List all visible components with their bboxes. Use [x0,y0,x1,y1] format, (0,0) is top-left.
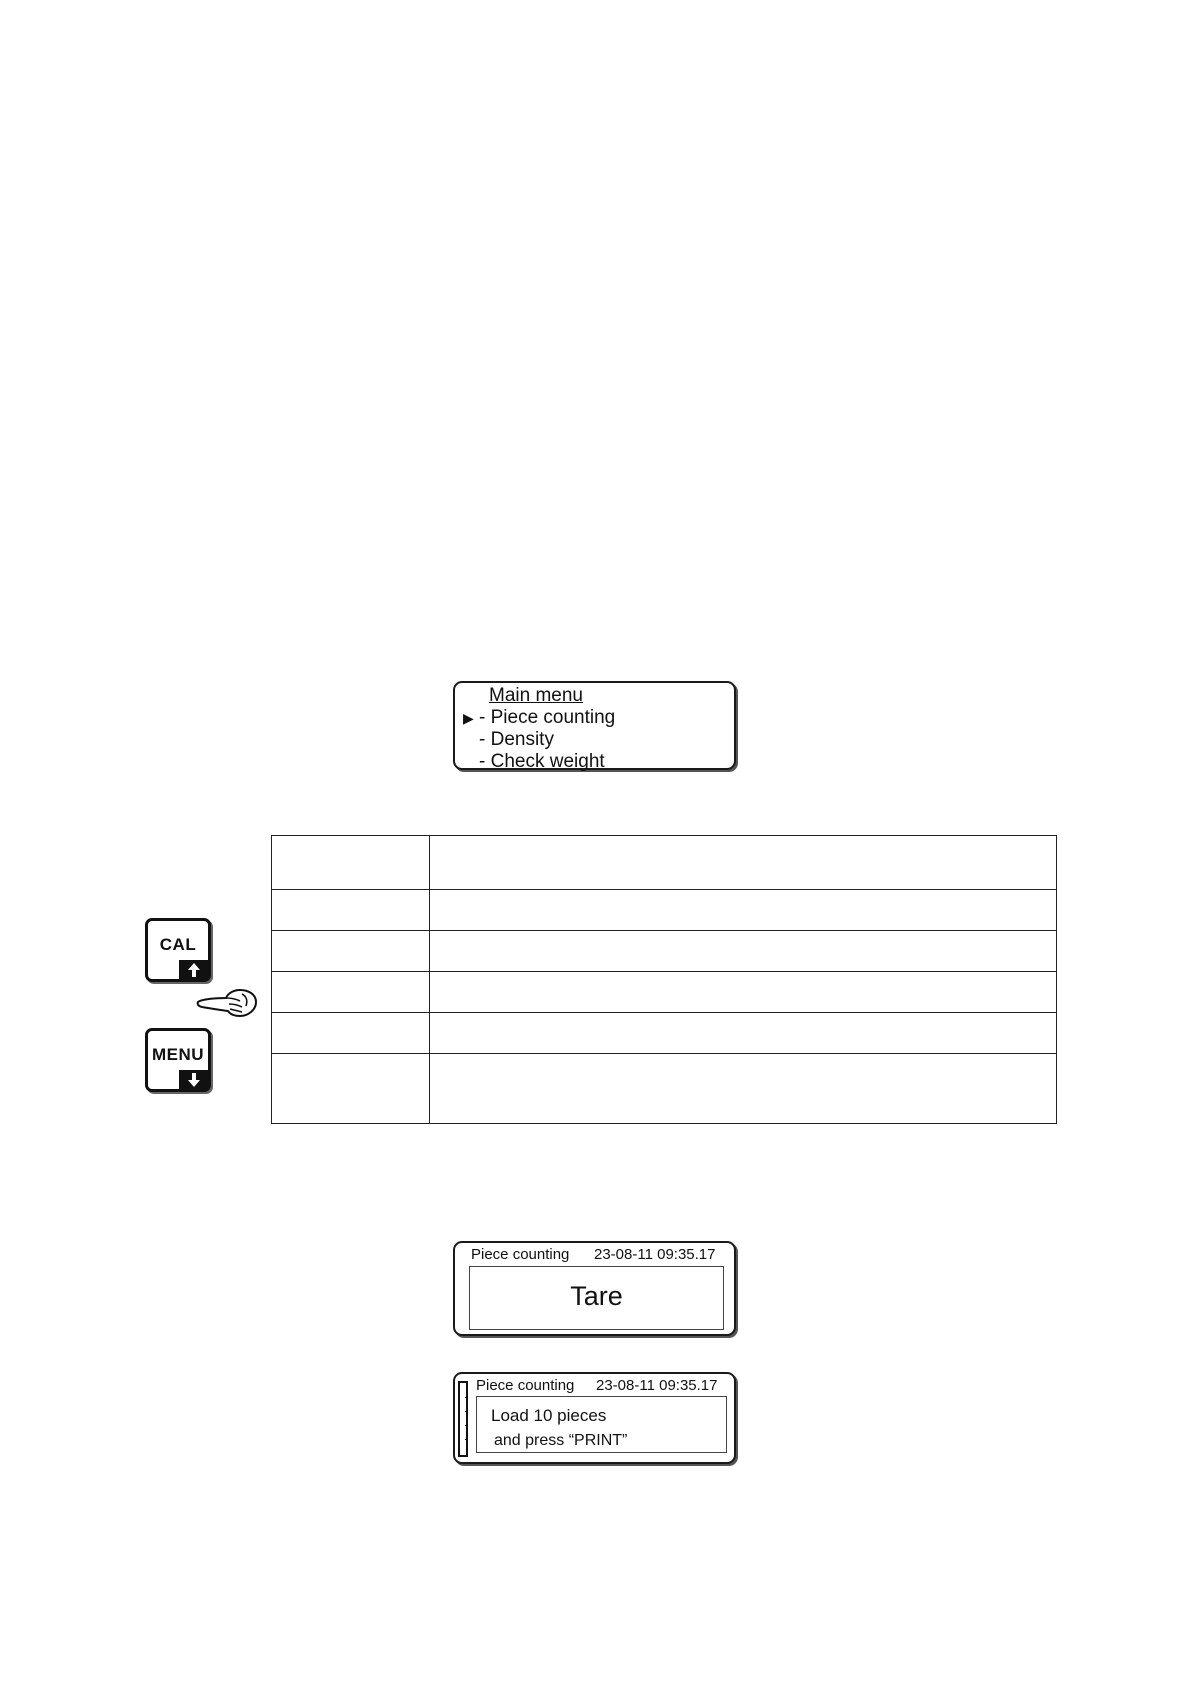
display-datetime: 23-08-11 09:35.17 [596,1377,718,1394]
cal-up-key[interactable] [145,918,211,982]
table-cell [272,890,430,931]
load-instruction-line2: and press “PRINT” [494,1432,628,1449]
arrow-down-icon [179,1070,209,1090]
table-cell [430,1054,1057,1124]
tare-message: Tare [570,1281,623,1311]
load-instruction-line1: Load 10 pieces [491,1406,607,1425]
tare-display [453,1241,736,1336]
table-cell [272,836,430,890]
table-row [272,1054,1057,1124]
table-row [272,836,1057,890]
menu-key-label: MENU [151,1045,205,1064]
table-cell [272,972,430,1013]
pointing-hand-icon [196,986,260,1020]
display-mode-label: Piece counting [471,1246,570,1263]
cal-key-label: CAL [159,935,197,954]
load-pieces-display [453,1372,736,1464]
menu-item-check-weight[interactable]: - Check weight [479,751,605,772]
table-cell [430,890,1057,931]
menu-item-piece-counting[interactable]: - Piece counting [479,707,616,728]
table-cell [272,1054,430,1124]
table-cell [272,931,430,972]
instruction-table [271,835,1057,1124]
table-cell [430,972,1057,1013]
table-row [272,931,1057,972]
main-menu-display [453,681,736,770]
table-cell [430,931,1057,972]
main-menu-title: Main menu [489,685,583,706]
table-cell [430,836,1057,890]
table-cell [430,1013,1057,1054]
arrow-up-icon [179,960,209,980]
table-row [272,890,1057,931]
display-mode-label: Piece counting [476,1377,575,1394]
capacity-bar [458,1381,468,1457]
display-datetime: 23-08-11 09:35.17 [594,1246,716,1263]
display-message-area [469,1266,724,1330]
menu-down-key[interactable] [145,1028,211,1092]
menu-item-density[interactable]: - Density [479,729,554,750]
table-row [272,972,1057,1013]
selection-cursor-icon: ▶ [463,710,474,726]
table-cell [272,1013,430,1054]
table-row [272,1013,1057,1054]
display-message-area [476,1396,727,1453]
